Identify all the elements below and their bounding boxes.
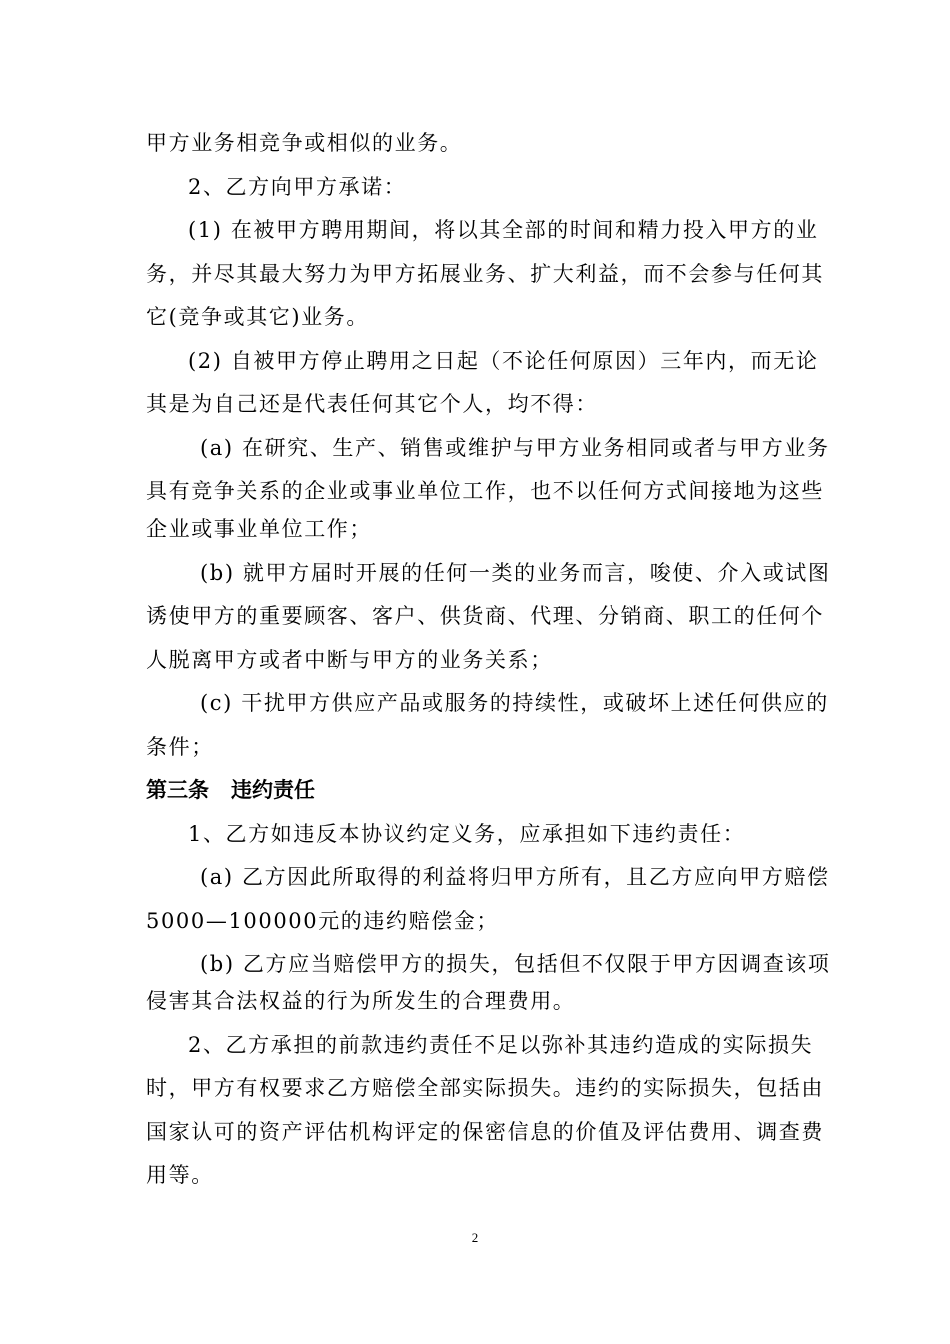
text-line: 人脱离甲方或者中断与甲方的业务关系； <box>146 648 553 672</box>
page-number: 2 <box>471 1230 479 1245</box>
text-line: 用等。 <box>146 1163 214 1187</box>
text-line: 国家认可的资产评估机构评定的保密信息的价值及评估费用、调查费 <box>146 1120 824 1144</box>
text-line: 1、乙方如违反本协议约定义务，应承担如下违约责任： <box>188 822 746 846</box>
text-line: 5000—100000元的违约赔偿金； <box>146 909 500 933</box>
text-line: (a) 在研究、生产、销售或维护与甲方业务相同或者与甲方业务 <box>200 436 830 460</box>
text-line: (2) 自被甲方停止聘用之日起（不论任何原因）三年内，而无论 <box>188 349 819 373</box>
text-line: 时，甲方有权要求乙方赔偿全部实际损失。违约的实际损失，包括由 <box>146 1076 824 1100</box>
text-line: 务，并尽其最大努力为甲方拓展业务、扩大利益，而不会参与任何其 <box>146 262 824 286</box>
text-line: 其是为自己还是代表任何其它个人，均不得： <box>146 392 598 416</box>
text-line: 具有竞争关系的企业或事业单位工作，也不以任何方式间接地为这些 <box>146 479 824 503</box>
text-line: 它(竞争或其它)业务。 <box>146 305 369 329</box>
text-line: 企业或事业单位工作； <box>146 517 372 541</box>
text-line: (b) 乙方应当赔偿甲方的损失，包括但不仅限于甲方因调查该项 <box>200 952 831 976</box>
text-line: (c) 干扰甲方供应产品或服务的持续性，或破坏上述任何供应的 <box>200 691 829 715</box>
text-line: 侵害其合法权益的行为所发生的合理费用。 <box>146 989 576 1013</box>
text-line: 诱使甲方的重要顾客、客户、供货商、代理、分销商、职工的任何个 <box>146 604 824 628</box>
text-line: 2、乙方向甲方承诺： <box>188 175 407 199</box>
text-line: (a) 乙方因此所取得的利益将归甲方所有，且乙方应向甲方赔偿 <box>200 865 830 889</box>
text-line: 2、乙方承担的前款违约责任不足以弥补其违约造成的实际损失 <box>188 1033 814 1057</box>
section-heading <box>146 775 315 805</box>
section-title: 违约责任 <box>231 778 315 802</box>
section-number: 第三条 <box>146 778 209 802</box>
text-line: 条件； <box>146 735 214 759</box>
text-line: (b) 就甲方届时开展的任何一类的业务而言，唆使、介入或试图 <box>200 561 831 585</box>
text-line: (1) 在被甲方聘用期间，将以其全部的时间和精力投入甲方的业 <box>188 218 819 242</box>
text-line: 甲方业务相竞争或相似的业务。 <box>146 131 463 155</box>
